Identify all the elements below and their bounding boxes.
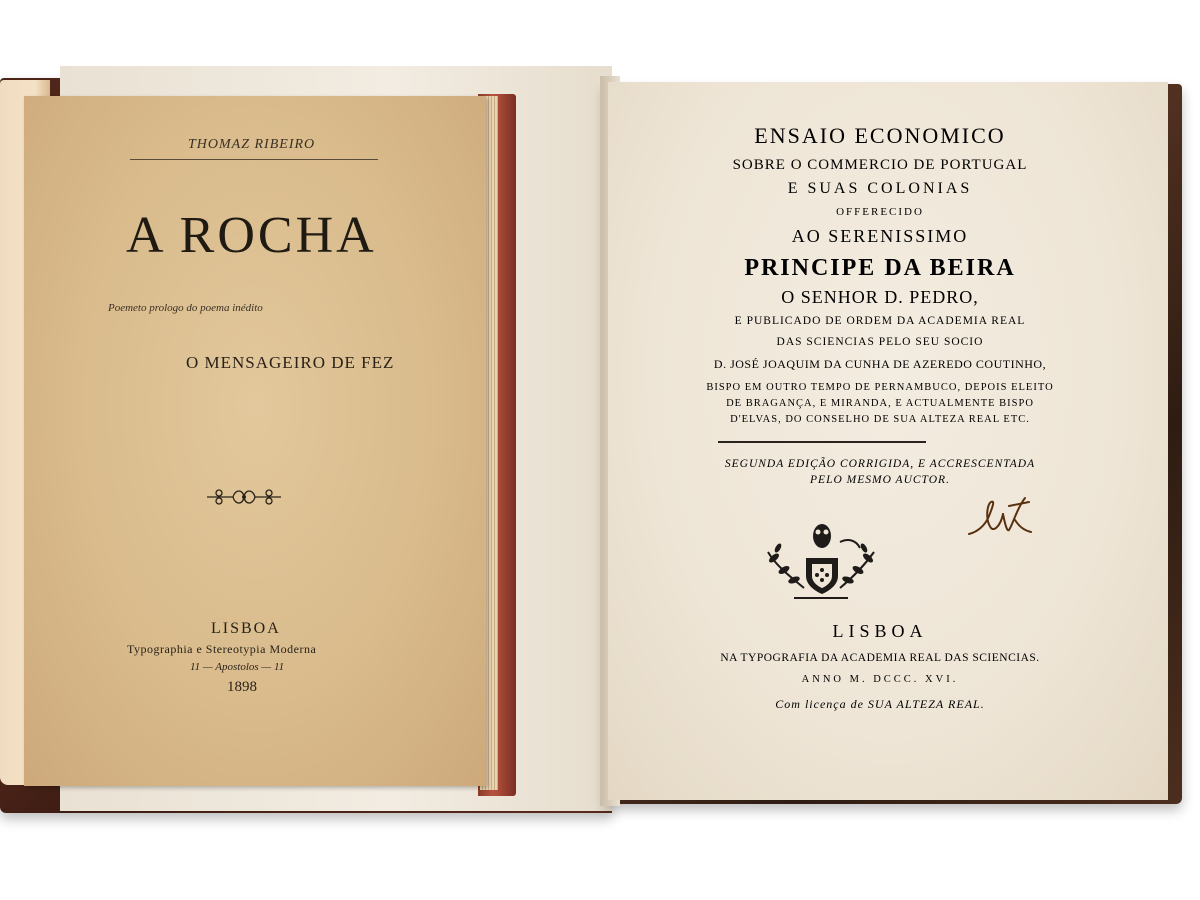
rocha-printer: Typographia e Stereotypia Moderna bbox=[127, 642, 317, 656]
ensaio-title: ENSAIO ECONOMICO bbox=[754, 123, 1006, 148]
ensaio-line-8: E PUBLICADO DE ORDEM DA ACADEMIA REAL bbox=[734, 315, 1026, 327]
ensaio-author: D. JOSÉ JOAQUIM DA CUNHA DE AZEREDO COUTINHO, bbox=[713, 357, 1047, 371]
ensaio-line-13: D'ELVAS, DO CONSELHO DE SUA ALTEZA REAL ETC. bbox=[730, 414, 1030, 425]
rocha-year: 1898 bbox=[227, 679, 257, 695]
ensaio-edition-2: PELO MESMO AUCTOR. bbox=[810, 474, 950, 486]
ensaio-line-12: DE BRAGANÇA, E MIRANDA, E ACTUALMENTE BISPO bbox=[726, 398, 1034, 409]
ensaio-line-2: SOBRE O COMMERCIO DE PORTUGAL bbox=[732, 157, 1028, 173]
ensaio-divider bbox=[718, 441, 926, 443]
ensaio-edition-1: SEGUNDA EDIÇÃO CORRIGIDA, E ACCRESCENTADA bbox=[724, 458, 1036, 470]
ensaio-line-3: E SUAS COLONIAS bbox=[787, 180, 973, 197]
ensaio-license: Com licença de SUA ALTEZA REAL. bbox=[775, 697, 985, 711]
ensaio-line-9: DAS SCIENCIAS PELO SEU SOCIO bbox=[776, 336, 984, 348]
handwritten-signature bbox=[965, 490, 1035, 542]
royal-emblem-icon bbox=[764, 518, 878, 606]
ensaio-line-5: AO SERENISSIMO bbox=[791, 226, 969, 246]
ornament-icon bbox=[205, 484, 283, 510]
ensaio-line-6: PRINCIPE DA BEIRA bbox=[744, 255, 1016, 281]
ensaio-printer: NA TYPOGRAFIA DA ACADEMIA REAL DAS SCIENCIAS. bbox=[720, 652, 1040, 664]
rocha-title: A ROCHA bbox=[126, 207, 377, 264]
ensaio-line-11: BISPO EM OUTRO TEMPO DE PERNAMBUCO, DEPOIS ELEITO bbox=[706, 382, 1054, 393]
ensaio-year: ANNO M. DCCC. XVI. bbox=[801, 674, 959, 685]
rocha-address: 11 — Apostolos — 11 bbox=[190, 661, 285, 673]
ensaio-city: LISBOA bbox=[832, 621, 928, 641]
rocha-divider bbox=[130, 159, 378, 160]
rocha-author: THOMAZ RIBEIRO bbox=[188, 137, 316, 152]
ensaio-line-7: O SENHOR D. PEDRO, bbox=[781, 287, 979, 307]
rocha-city: LISBOA bbox=[211, 620, 281, 637]
rocha-poem-name: O MENSAGEIRO DE FEZ bbox=[186, 353, 395, 372]
rocha-subtitle: Poemeto prologo do poema inédito bbox=[108, 302, 263, 314]
ensaio-line-4: OFFERECIDO bbox=[836, 206, 924, 218]
